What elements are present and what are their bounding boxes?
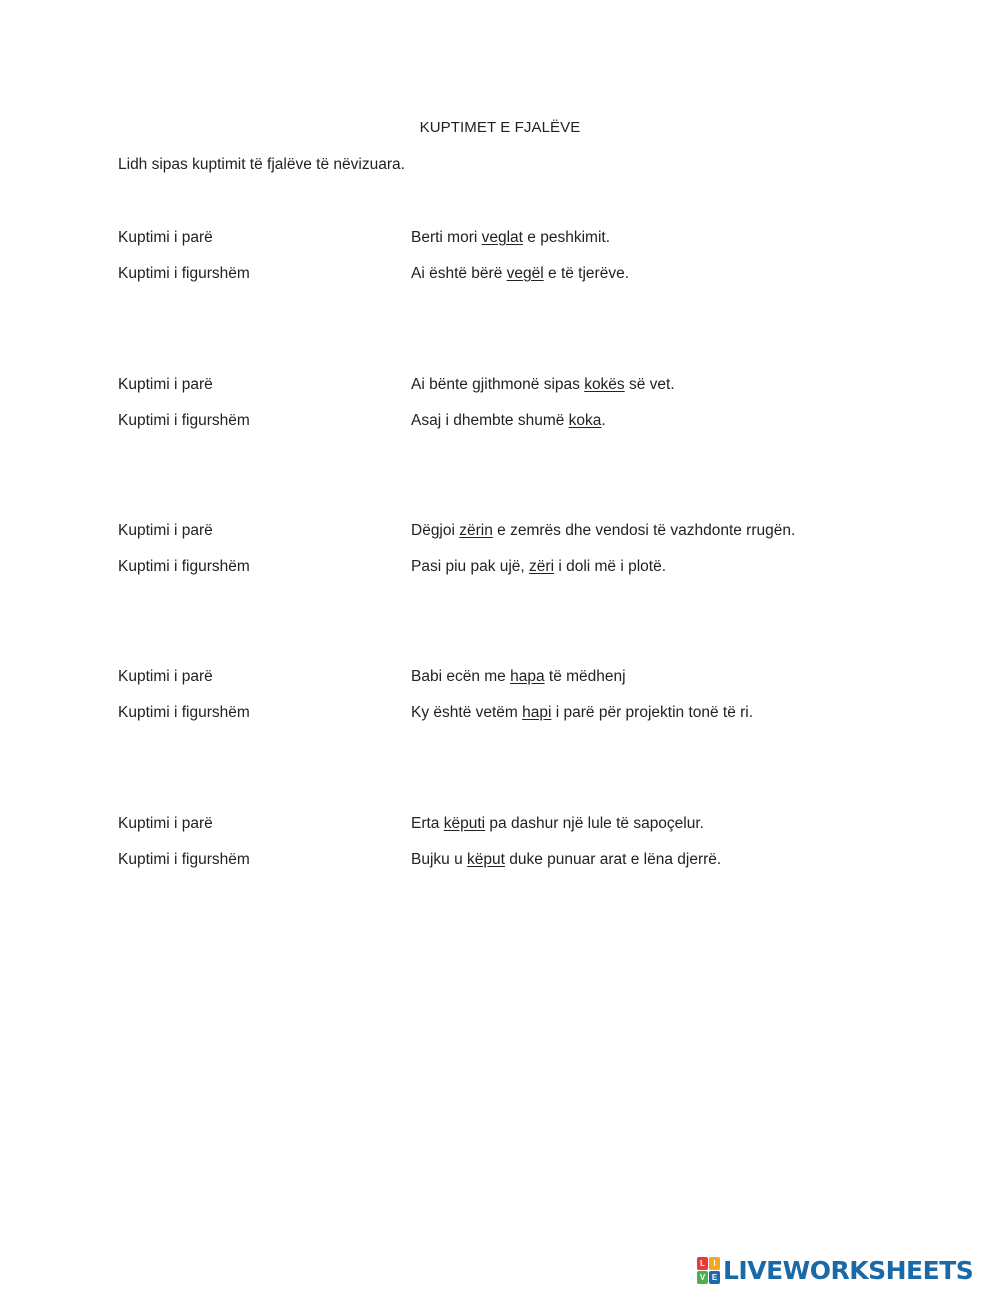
meaning-label[interactable]: Kuptimi i parë	[118, 815, 213, 832]
logo-mark-letter: I	[709, 1257, 720, 1270]
example-sentence[interactable]: Dëgjoi zërin e zemrës dhe vendosi të vazhdonte rrugën.	[411, 522, 796, 539]
meaning-label[interactable]: Kuptimi i parë	[118, 668, 213, 685]
example-sentence[interactable]: Ai bënte gjithmonë sipas kokës së vet.	[411, 376, 675, 393]
exercise-row	[0, 668, 1000, 704]
example-sentence[interactable]: Berti mori veglat e peshkimit.	[411, 229, 611, 246]
exercise-row	[0, 412, 1000, 448]
underlined-word: hapi	[522, 704, 552, 721]
exercise-group-2	[0, 376, 1000, 448]
example-sentence[interactable]: Ai është bërë vegël e të tjerëve.	[411, 265, 630, 282]
exercise-row	[0, 229, 1000, 265]
exercise-group-4	[0, 668, 1000, 740]
example-sentence[interactable]: Asaj i dhembte shumë koka.	[411, 412, 606, 429]
exercise-row	[0, 558, 1000, 594]
underlined-word: këput	[467, 851, 505, 868]
instructions: Lidh sipas kuptimit të fjalëve të nëvizuara.	[118, 156, 405, 173]
logo-mark-letter: V	[697, 1271, 708, 1284]
exercise-group-1	[0, 229, 1000, 301]
underlined-word: këputi	[443, 815, 486, 832]
exercise-group-3	[0, 522, 1000, 594]
underlined-word: vegël	[506, 265, 544, 282]
example-sentence[interactable]: Babi ecën me hapa të mëdhenj	[411, 668, 626, 685]
exercise-row	[0, 522, 1000, 558]
example-sentence[interactable]: Erta këputi pa dashur një lule të sapoçelur.	[411, 815, 704, 832]
exercise-row	[0, 376, 1000, 412]
meaning-label[interactable]: Kuptimi i parë	[118, 229, 213, 246]
underlined-word: veglat	[481, 229, 523, 246]
underlined-word: zëri	[529, 558, 555, 575]
underlined-word: hapa	[510, 668, 545, 685]
meaning-label[interactable]: Kuptimi i figurshëm	[118, 851, 250, 868]
underlined-word: kokës	[584, 376, 625, 393]
logo-mark-letter: E	[709, 1271, 720, 1284]
exercise-row	[0, 265, 1000, 301]
example-sentence[interactable]: Pasi piu pak ujë, zëri i doli më i plotë.	[411, 558, 667, 575]
page-title: KUPTIMET E FJALËVE	[419, 119, 581, 136]
meaning-label[interactable]: Kuptimi i figurshëm	[118, 704, 250, 721]
underlined-word: koka	[568, 412, 602, 429]
logo-mark-icon	[697, 1257, 719, 1283]
underlined-word: zërin	[459, 522, 493, 539]
logo-text: LIVEWORKSHEETS	[723, 1255, 974, 1285]
exercise-row	[0, 815, 1000, 851]
exercise-row	[0, 851, 1000, 887]
meaning-label[interactable]: Kuptimi i figurshëm	[118, 265, 250, 282]
exercise-group-5	[0, 815, 1000, 887]
exercise-row	[0, 704, 1000, 740]
liveworksheets-logo[interactable]	[697, 1255, 973, 1285]
meaning-label[interactable]: Kuptimi i figurshëm	[118, 558, 250, 575]
example-sentence[interactable]: Bujku u këput duke punuar arat e lëna djerrë.	[411, 851, 722, 868]
meaning-label[interactable]: Kuptimi i parë	[118, 376, 213, 393]
example-sentence[interactable]: Ky është vetëm hapi i parë për projektin tonë të ri.	[411, 704, 754, 721]
logo-mark-letter: L	[697, 1257, 708, 1270]
meaning-label[interactable]: Kuptimi i figurshëm	[118, 412, 250, 429]
meaning-label[interactable]: Kuptimi i parë	[118, 522, 213, 539]
